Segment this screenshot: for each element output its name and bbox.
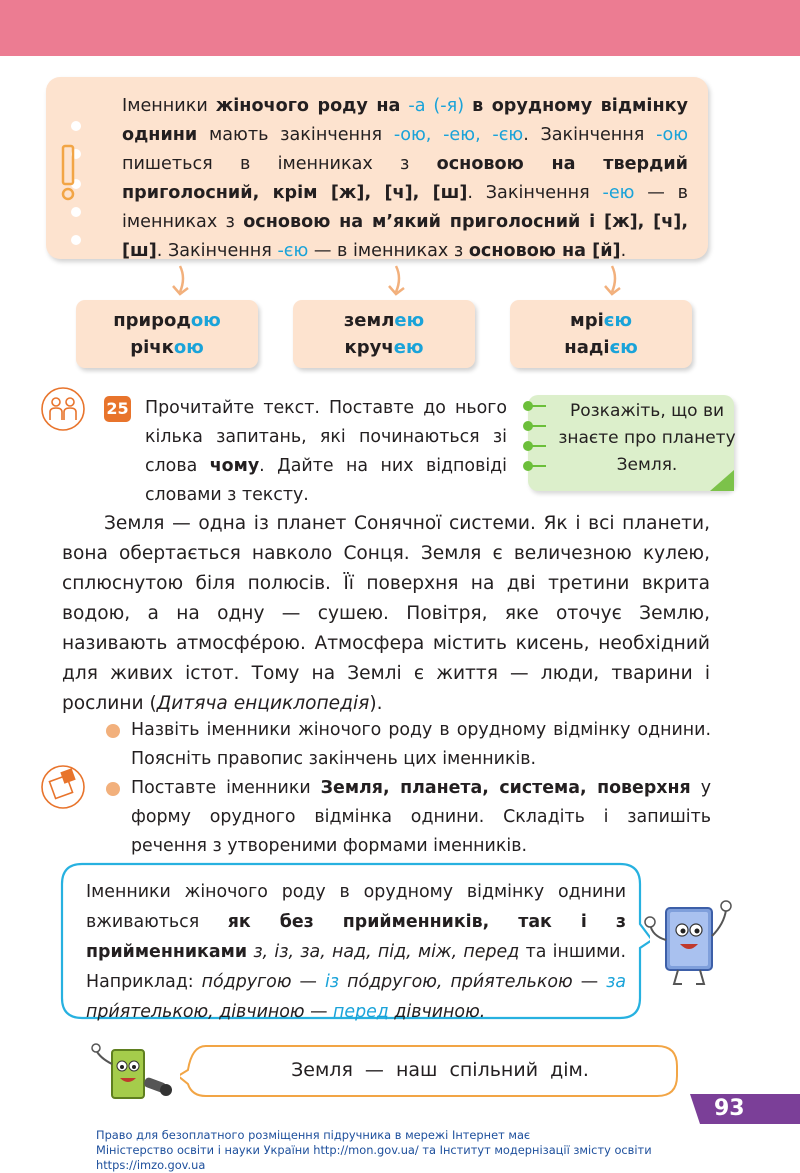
- book-character-icon: [640, 880, 740, 990]
- question-2: Поставте іменники Земля, планета, система, поверхня у форму орудного відмінка однини. Складіть і запишіть речення з утвореними формами іменників.: [131, 778, 712, 856]
- bullet-icon: [106, 782, 120, 796]
- top-band: [0, 0, 800, 56]
- question-1: Назвіть іменники жіночого роду в орудному відмінку однини. Поясніть правопис закінчень цих іменників.: [131, 720, 711, 769]
- arrow-down-icon: [170, 264, 194, 298]
- bullet-icon: [106, 724, 120, 738]
- puzzle-icon: [40, 764, 86, 810]
- page-number: 93: [700, 1094, 800, 1124]
- footer-line-1: Право для безоплатного розміщення підручника в мережі Інтернет має: [96, 1128, 531, 1142]
- example-card: природою річкою: [76, 300, 258, 368]
- task-text: Прочитайте текст. Поставте до нього кілька запитань, які починаються зі слова чому. Дайте на них відповіді словами з тексту.: [145, 398, 508, 505]
- footer: [96, 1128, 716, 1173]
- note-text: Іменники жіночого роду в орудному відмінку однини вживаються як без прийменників, так і з прийменниками з, із, за, над, під, між, перед та іншими. Наприклад: по́другою — із по́другою, при́ятелькою — за при́ятелькою, дівчиною — перед дівчиною.: [86, 882, 627, 1022]
- arrow-down-icon: [386, 264, 410, 298]
- speech-text: Земля — наш спільний дім.: [291, 1059, 589, 1081]
- pair-work-icon: [40, 386, 86, 432]
- exclamation-icon: [54, 112, 90, 252]
- example-card: мрією надією: [510, 300, 692, 368]
- tip-text: Розкажіть, що ви знаєте про планету Земля.: [558, 401, 736, 475]
- example-card: землею кручею: [293, 300, 475, 368]
- task-number: 25: [104, 396, 131, 422]
- microphone-book-character-icon: [88, 1042, 176, 1112]
- footer-line-2: Міністерство освіти і науки України http://mon.gov.ua/ та Інститут модернізації змісту освіти https://imzo.gov.ua: [96, 1143, 652, 1172]
- rule-text: Іменники жіночого роду на -а (-я) в орудному відмінку однини мають закінчення -ою, -ею, -єю. Закінчення -ою пишеться в іменниках з основою на твердий приголосний, крім [ж], [ч], [ш]. Закінчення -ею — в іменниках з основою на м’який приголосний і [ж], [ч], [ш]. Закінчення -єю — в іменниках з основою на [й].: [122, 96, 689, 261]
- tip-dots-decoration: [520, 398, 554, 476]
- main-text: Земля — одна із планет Сонячної системи. Як і всі планети, вона обертається навколо Сонця. Земля є величезною кулею, сплюснутою біля полюсів. Її поверхня на дві третини вкрита водою, а на одну — сушею. Повітря, яке оточує Землю, називають атмосфе́рою. Атмосфера містить кисень, необхідний для живих істот. Тому на Землі є життя — люди, тварини і рослини (Дитяча енциклопедія).: [62, 513, 710, 714]
- arrow-down-icon: [602, 264, 626, 298]
